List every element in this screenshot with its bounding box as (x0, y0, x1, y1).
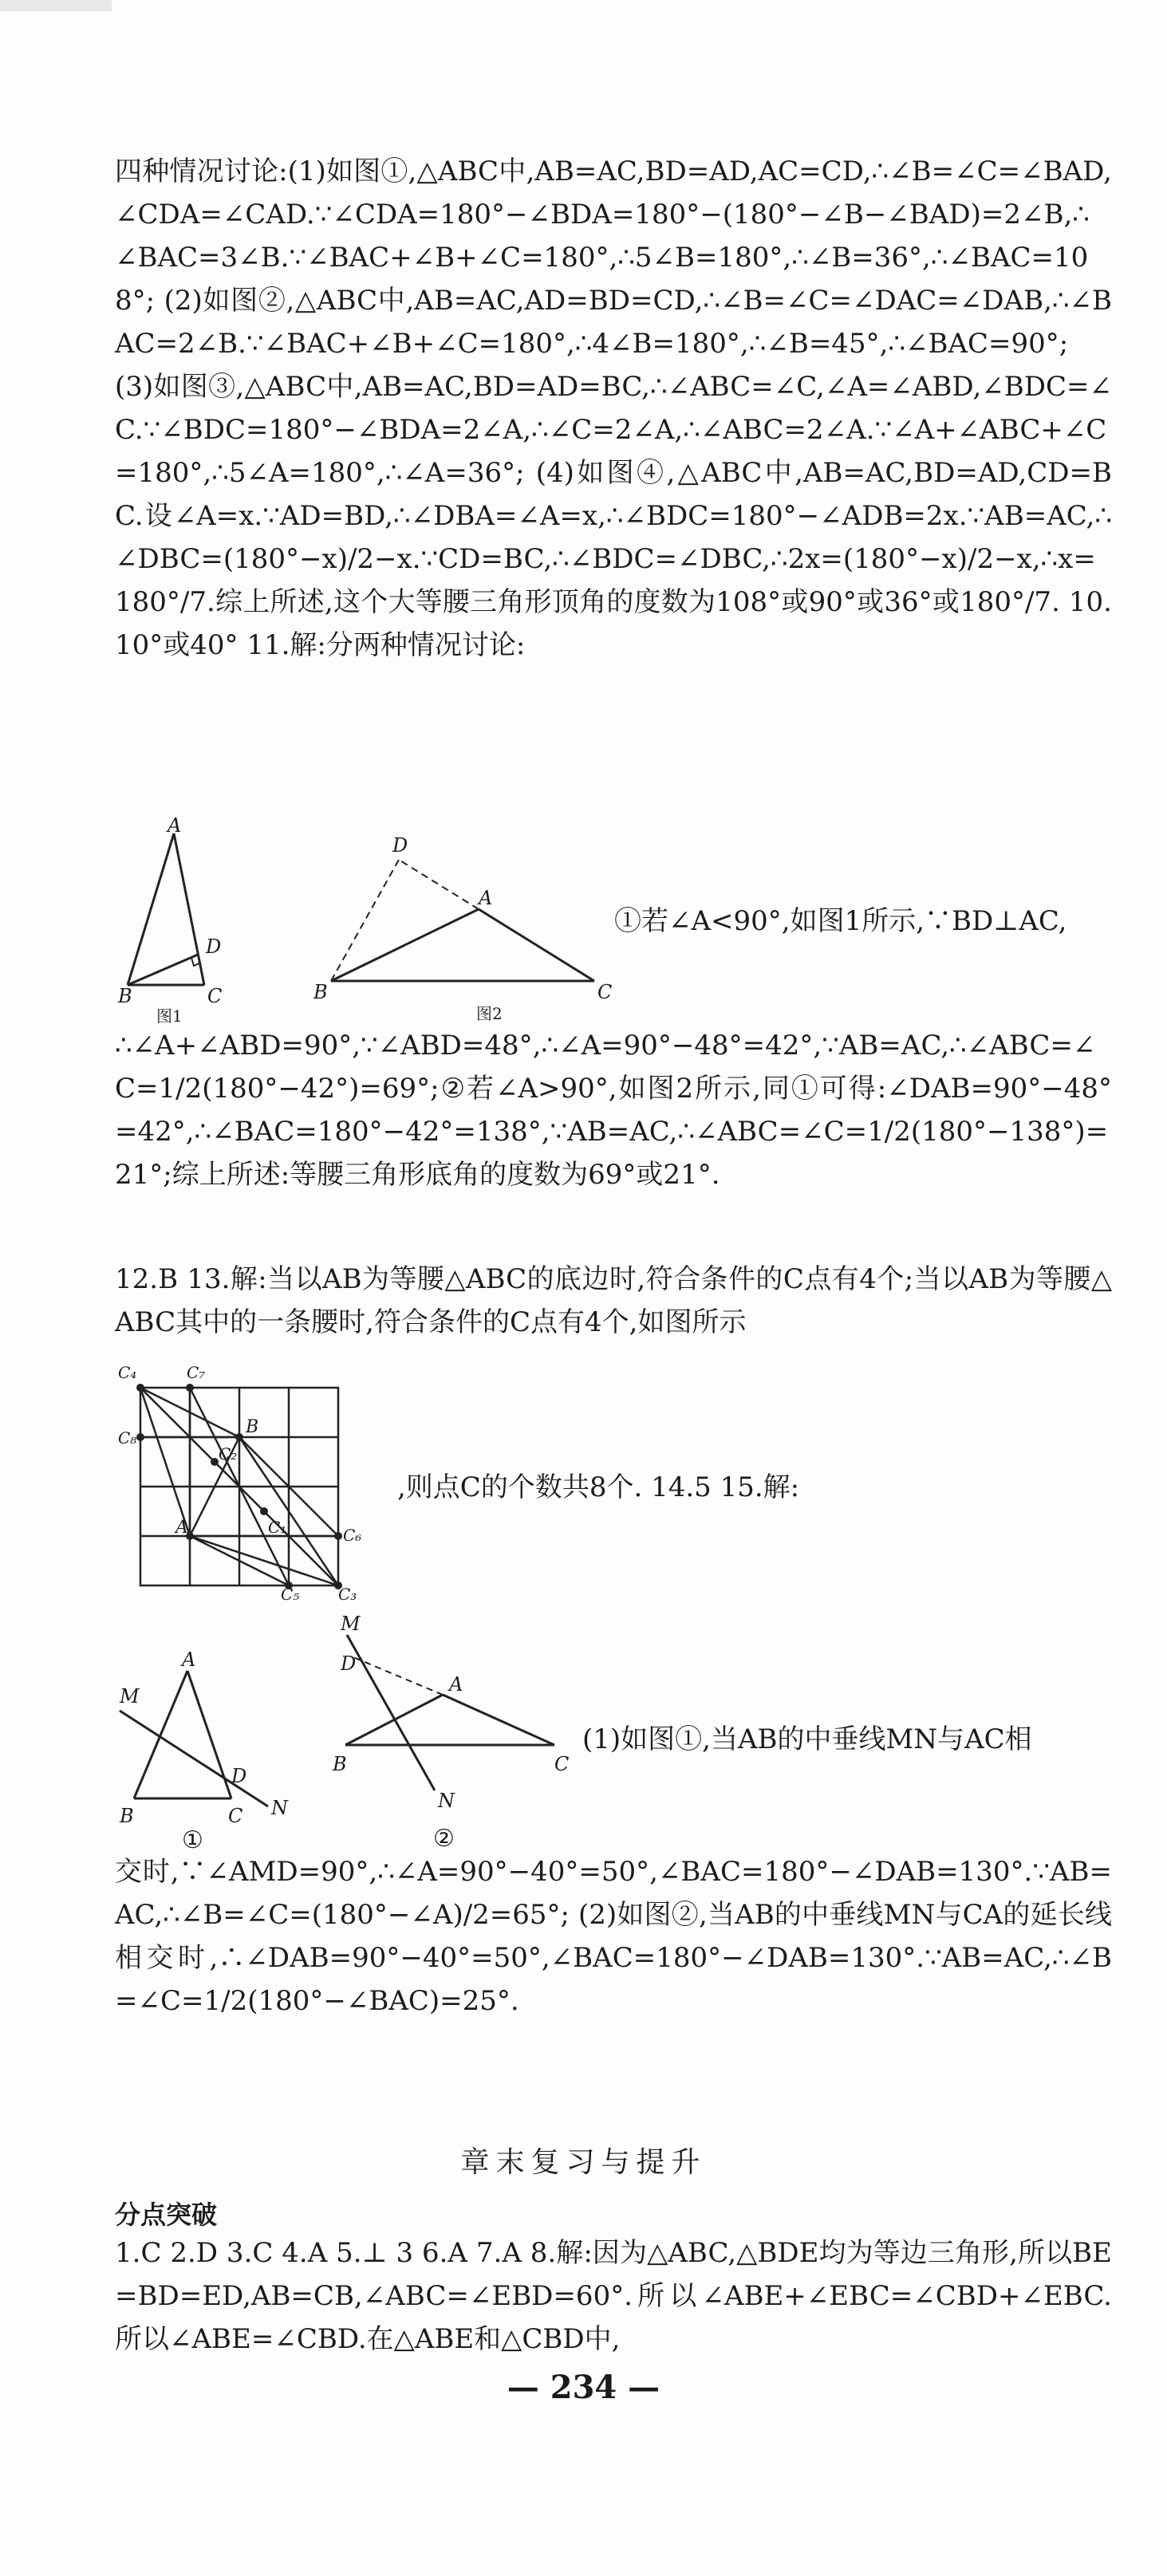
grid-label-c8: C₈ (118, 1428, 137, 1448)
fig2-label-d: D (392, 834, 408, 857)
answer-q11-side-text: ①若∠A<90°,如图1所示,∵BD⊥AC, (614, 905, 1067, 937)
figure-q15-2 (331, 1611, 578, 1854)
q15-2-label-b: B (333, 1753, 347, 1775)
answer-paragraph-q11: ∴∠A+∠ABD=90°,∵∠ABD=48°,∴∠A=90°−48°=42°,∵AB=AC,∴∠ABC=∠C=1/2(180°−42°)=69°;②若∠A>90°,如图2所示,同①可得:∠DAB=90°−48°=42°,∴∠BAC=180°−42°=138°,∵AB=AC,∴∠ABC=∠C=1/2(180°−138°)=21°;综上所述:等腰三角形底角的度数为69°或21°. (115, 1030, 1112, 1191)
grid-label-c6: C₆ (343, 1526, 362, 1545)
q15-2-label-m: M (341, 1613, 361, 1635)
fig1-label-b: B (118, 985, 132, 1007)
q15-2-label-c: C (554, 1753, 570, 1775)
q15-2-label-a: A (449, 1673, 463, 1696)
scan-edge (0, 0, 112, 11)
grid-label-c7: C₇ (187, 1363, 206, 1382)
q15-1-label-a: A (182, 1648, 196, 1671)
answer-q15-side-text: (1)如图①,当AB的中垂线MN与AC相 (582, 1723, 1032, 1755)
grid-label-b: B (246, 1417, 259, 1437)
fig1-caption: 图1 (156, 1006, 183, 1026)
grid-label-c3: C₃ (338, 1585, 357, 1604)
fig1-label-a: A (168, 814, 182, 837)
answer-paragraph-review: 1.C 2.D 3.C 4.A 5.⊥ 3 6.A 7.A 8.解:因为△ABC,△BDE均为等边三角形,所以BE=BD=ED,AB=CB,∠ABC=∠EBD=60°.所以∠ABE+∠EBC=∠CBD+∠EBC.所以∠ABE=∠CBD.在△ABE和△CBD中, (115, 2237, 1112, 2355)
fig2-label-a: A (479, 887, 493, 909)
grid-label-a: A (175, 1518, 188, 1538)
figure-1 (118, 814, 246, 1026)
fig1-label-d: D (206, 935, 222, 958)
q15-1-label-d: D (231, 1765, 247, 1787)
grid-figure (118, 1356, 389, 1603)
section-title: 章末复习与提升 (460, 2146, 707, 2179)
fig2-label-c: C (597, 981, 613, 1003)
grid-label-c4: C₄ (118, 1363, 137, 1382)
sub-heading: 分点突破 (115, 2200, 218, 2230)
grid-label-c2: C₂ (219, 1444, 238, 1463)
q15-2-label-d: D (341, 1652, 357, 1675)
answer-paragraph-q12-13: 12.B 13.解:当以AB为等腰△ABC的底边时,符合条件的C点有4个;当以AB为等腰△ABC其中的一条腰时,符合条件的C点有4个,如图所示 (115, 1263, 1112, 1338)
figure-q15-1 (112, 1647, 303, 1854)
answer-paragraph-q15: 交时,∵∠AMD=90°,∴∠A=90°−40°=50°,∠BAC=180°−∠DAB=130°.∵AB=AC,∴∠B=∠C=(180°−∠A)/2=65°; (2)如图②,当AB的中垂线MN与CA的延长线相交时,∴∠DAB=90°−40°=50°,∠BAC=180°−∠DAB=130°.∵AB=AC,∴∠B=∠C=1/2(180°−∠BAC)=25°. (115, 1856, 1112, 2017)
q15-1-label-c: C (228, 1805, 243, 1827)
fig1-label-c: C (207, 985, 223, 1007)
q15-1-label-n: N (271, 1797, 288, 1819)
answer-paragraph-q9: 四种情况讨论:(1)如图①,△ABC中,AB=AC,BD=AD,AC=CD,∴∠B=∠C=∠BAD,∠CDA=∠CAD.∵∠CDA=180°−∠BDA=180°−(180°−∠B−∠BAD)=2∠B,∴∠BAC=3∠B.∵∠BAC+∠B+∠C=180°,∴5∠B=180°,∴∠B=36°,∴∠BAC=108°; (2)如图②,△ABC中,AB=AC,AD=BD=CD,∴∠B=∠C=∠DAC=∠DAB,∴∠BAC=2∠B.∵∠BAC+∠B+∠C=180°,∴4∠B=180°,∴∠B=45°,∴∠BAC=90°; (3)如图③,△ABC中,AB=AC,BD=AD=BC,∴∠ABC=∠C,∠A=∠ABD,∠BDC=∠C.∵∠BDC=180°−∠BDA=2∠A,∴∠C=2∠A,∴∠ABC=2∠A.∵∠A+∠ABC+∠C=180°,∴5∠A=180°,∴∠A=36°; (4)如图④,△ABC中,AB=AC,BD=AD,CD=BC.设∠A=x.∵AD=BD,∴∠DBA=∠A=x,∴∠BDC=180°−∠ADB=2x.∵AB=AC,∴∠DBC=(180°−x)/2−x.∵CD=BC,∴∠BDC=∠DBC,∴2x=(180°−x)/2−x,∴x=180°/7.综上所述,这个大等腰三角形顶角的度数为108°或90°或36°或180°/7. 10.10°或40° 11.解:分两种情况讨论: (115, 156, 1112, 661)
fig2-label-b: B (313, 981, 328, 1003)
q15-1-caption: ① (182, 1826, 203, 1854)
fig2-caption: 图2 (476, 1004, 503, 1023)
grid-label-c1: C₁ (268, 1518, 287, 1537)
answer-q13-side-text: ,则点C的个数共8个. 14.5 15.解: (397, 1471, 800, 1503)
q15-2-label-n: N (438, 1790, 455, 1812)
figure-2 (307, 829, 613, 1025)
page-number: — 234 — (507, 2369, 660, 2406)
q15-1-label-b: B (120, 1805, 134, 1827)
q15-2-caption: ② (433, 1825, 455, 1853)
q15-1-label-m: M (120, 1685, 140, 1707)
grid-label-c5: C₅ (281, 1585, 300, 1604)
